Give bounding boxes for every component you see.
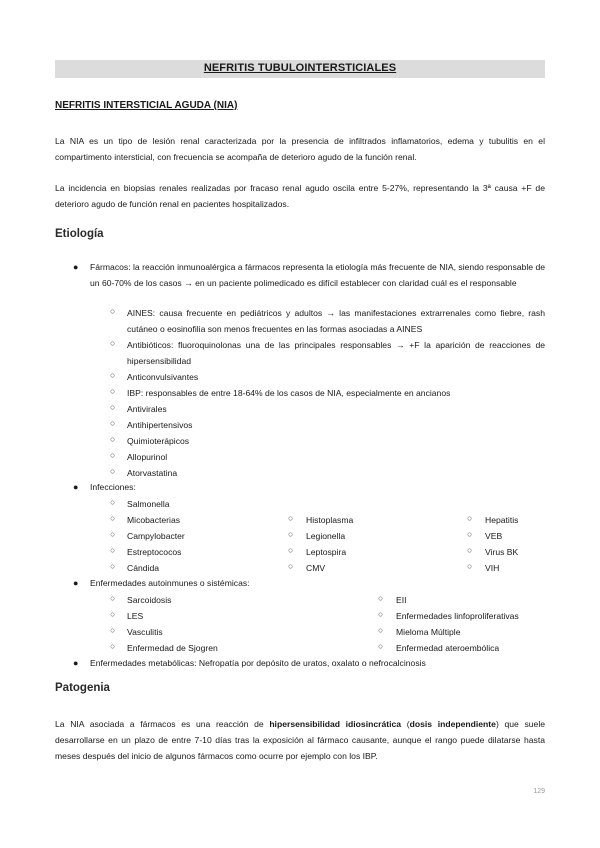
list-item: Cándida <box>127 563 160 573</box>
circle-bullet-icon: ○ <box>467 561 473 571</box>
list-item: Allopurinol <box>127 452 168 462</box>
aines-text: AINES: causa frecuente en pediátricos y adultos → las manifestaciones extrarrenales como fiebre, rash cutáneo o eosinofilia son menos frecuentes en las formas asociadas a AINES <box>127 308 545 334</box>
list-item: Quimioterápicos <box>127 436 190 446</box>
list-item: Enfermedades linfoproliferativas <box>396 611 519 621</box>
list-item: Vasculitis <box>127 627 163 637</box>
intro-paragraph-2: La incidencia en biopsias renales realizadas por fracaso renal agudo oscila entre 5-27%, representando la 3ª causa +F de deterioro agudo de función renal en pacientes hospitalizados. <box>55 183 545 209</box>
patogenia-text-c: ( <box>401 719 410 729</box>
list-item: Leptospira <box>306 547 347 557</box>
circle-bullet-icon: ○ <box>467 545 473 555</box>
page-number: 129 <box>533 788 545 795</box>
circle-bullet-icon: ○ <box>110 497 116 507</box>
section-title-nia: NEFRITIS INTERSTICIAL AGUDA (NIA) <box>55 100 238 111</box>
patogenia-text-a: La NIA asociada a fármacos es una reacción de <box>55 719 270 729</box>
circle-bullet-icon: ○ <box>288 561 294 571</box>
list-item: LES <box>127 611 144 621</box>
list-item: IBP: responsables de entre 18-64% de los casos de NIA, especialmente en ancianos <box>127 388 451 398</box>
list-item: Mieloma Múltiple <box>396 627 461 637</box>
circle-bullet-icon: ○ <box>110 418 116 428</box>
list-item: Hepatitis <box>485 515 519 525</box>
list-item: Antihipertensivos <box>127 420 193 430</box>
metabolicas-text: Enfermedades metabólicas: Nefropatía por depósito de uratos, oxalato o nefrocalcinosis <box>90 658 426 668</box>
circle-bullet-icon: ○ <box>110 450 116 460</box>
patogenia-text-e: ) que suele desarrollarse en un plazo de entre 7-10 días tras la exposición al fármaco causante, aunque el rango puede dilatarse hasta meses después del inicio de algunos fármacos como ocurre por ejemplo con los IBP. <box>55 719 546 761</box>
circle-bullet-icon: ○ <box>110 434 116 444</box>
circle-bullet-icon: ○ <box>110 545 116 555</box>
list-item: VIH <box>485 563 500 573</box>
list-item: Campylobacter <box>127 531 185 541</box>
list-item: Salmonella <box>127 499 170 509</box>
intro-paragraph-1: La NIA es un tipo de lesión renal caracterizada por la presencia de infiltrados inflamatorios, edema y tubulitis en el compartimento intersticial, con frecuencia se acompaña de deterioro agudo de la función renal. <box>55 136 545 162</box>
circle-bullet-icon: ○ <box>110 402 116 412</box>
list-item: Histoplasma <box>306 515 354 525</box>
dosis-term: dosis independiente <box>409 719 496 729</box>
circle-bullet-icon: ○ <box>378 641 384 651</box>
circle-bullet-icon: ○ <box>288 529 294 539</box>
circle-bullet-icon: ○ <box>378 593 384 603</box>
circle-bullet-icon: ○ <box>110 513 116 523</box>
bullet-icon: ● <box>73 482 79 492</box>
circle-bullet-icon: ○ <box>378 625 384 635</box>
circle-bullet-icon: ○ <box>110 466 116 476</box>
circle-bullet-icon: ○ <box>110 306 116 316</box>
list-item: Micobacterias <box>127 515 181 525</box>
list-item: Virus BK <box>485 547 519 557</box>
circle-bullet-icon: ○ <box>288 545 294 555</box>
heading-patogenia: Patogenia <box>55 682 110 694</box>
list-item: Antivirales <box>127 404 167 414</box>
list-item: Enfermedad de Sjogren <box>127 643 218 653</box>
circle-bullet-icon: ○ <box>110 625 116 635</box>
list-item: CMV <box>306 563 326 573</box>
farmacos-text: Fármacos: la reacción inmunoalérgica a fármacos representa la etiología más frecuente de NIA, siendo responsable de un 60-70% de los casos → en un paciente polimedicado es difícil establecer con claridad cuál es el responsable <box>90 262 545 288</box>
list-item: Anticonvulsivantes <box>127 372 199 382</box>
list-item: Estreptococos <box>127 547 182 557</box>
circle-bullet-icon: ○ <box>110 593 116 603</box>
list-item: Atorvastatina <box>127 468 178 478</box>
patogenia-paragraph <box>55 716 545 764</box>
hipersensibilidad-term: hipersensibilidad idiosincrática <box>269 719 402 729</box>
circle-bullet-icon: ○ <box>110 338 116 348</box>
circle-bullet-icon: ○ <box>467 529 473 539</box>
list-item: VEB <box>485 531 503 541</box>
circle-bullet-icon: ○ <box>110 609 116 619</box>
title-bar <box>55 60 545 78</box>
circle-bullet-icon: ○ <box>288 513 294 523</box>
circle-bullet-icon: ○ <box>110 386 116 396</box>
infecciones-label: Infecciones: <box>90 482 136 492</box>
bullet-icon: ● <box>73 658 79 668</box>
antibioticos-text: Antibióticos: fluoroquinolonas una de las principales responsables → +F la aparición de reacciones de hipersensibilidad <box>127 340 545 366</box>
list-item: Sarcoidosis <box>127 595 172 605</box>
heading-etiologia: Etiología <box>55 228 104 240</box>
circle-bullet-icon: ○ <box>110 370 116 380</box>
list-item: Enfermedad ateroembólica <box>396 643 500 653</box>
page-title: NEFRITIS TUBULOINTERSTICIALES <box>203 62 397 74</box>
circle-bullet-icon: ○ <box>467 513 473 523</box>
circle-bullet-icon: ○ <box>110 529 116 539</box>
list-item: EII <box>396 595 407 605</box>
bullet-icon: ● <box>73 262 79 272</box>
circle-bullet-icon: ○ <box>378 609 384 619</box>
bullet-icon: ● <box>73 578 79 588</box>
list-item: Legionella <box>306 531 346 541</box>
autoinmunes-label: Enfermedades autoinmunes o sistémicas: <box>90 578 250 588</box>
circle-bullet-icon: ○ <box>110 561 116 571</box>
circle-bullet-icon: ○ <box>110 641 116 651</box>
